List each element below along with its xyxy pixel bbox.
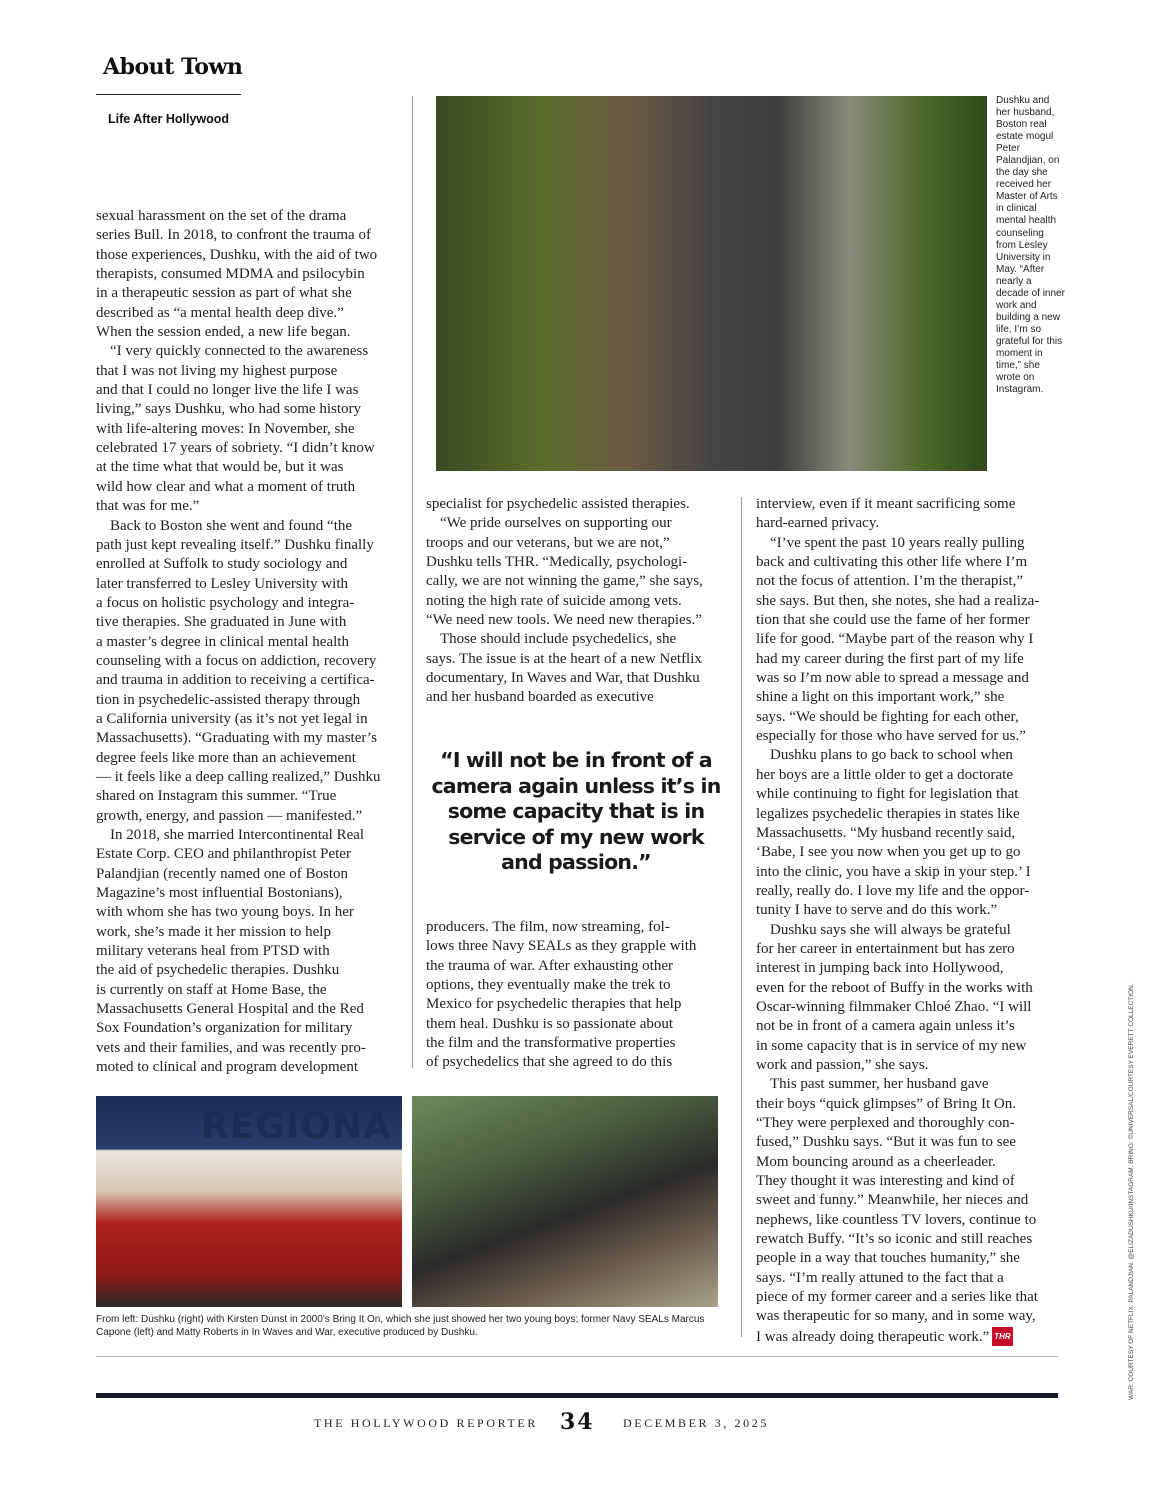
body-text-line: growth, energy, and passion — manifested.” — [96, 807, 363, 824]
body-text-line: Those should include psychedelics, she — [440, 631, 677, 648]
body-text-line: hard-earned privacy. — [756, 515, 880, 532]
body-text-line: I was already doing therapeutic work.” THR — [756, 1328, 1011, 1345]
body-text-line: even for the reboot of Buffy in the works with — [756, 979, 1033, 996]
body-text-line: Massachusetts General Hospital and the Red — [96, 1001, 364, 1018]
body-text-line: her boys are a little older to get a doctorate — [756, 766, 1013, 783]
body-text-line: people in a way that touches humanity,” she — [756, 1250, 1020, 1267]
body-text-line: interest in jumping back into Hollywood, — [756, 960, 1004, 977]
body-text-line: Palandjian (recently named one of Boston — [96, 865, 349, 882]
photo-in-waves-and-war — [412, 1096, 718, 1307]
column-rule — [412, 96, 413, 1068]
body-text-line: series Bull. In 2018, to confront the trauma of — [96, 227, 371, 244]
body-text-line: for her career in entertainment but has zero — [756, 940, 1015, 957]
body-text-line: that I was not living my highest purpose — [96, 362, 338, 379]
section-divider — [96, 94, 241, 95]
body-text-line: not the focus of attention. I’m the therapist,” — [756, 573, 1024, 590]
body-text-line: with whom she has two young boys. In her — [96, 904, 354, 921]
body-text-line: cally, we are not winning the game,” she says, — [426, 573, 703, 590]
body-text-line: nephews, like countless TV lovers, continue to — [756, 1211, 1037, 1228]
body-text-line: This past summer, her husband gave — [770, 1076, 989, 1093]
footer-date: DECEMBER 3, 2025 — [623, 1416, 769, 1430]
body-text-line: tion that she could use the fame of her former — [756, 612, 1030, 629]
body-text-line: “They were perplexed and thoroughly con- — [756, 1115, 1015, 1131]
footer-bar — [96, 1393, 1058, 1398]
body-text-line: sweet and funny.” Meanwhile, her nieces and — [756, 1192, 1029, 1209]
body-text-line: the trauma of war. After exhausting other — [426, 957, 674, 974]
body-text-line: had my career during the first part of my life — [756, 650, 1024, 667]
body-text-line: living,” says Dushku, who had some history — [96, 401, 361, 418]
body-text-line: troops and our veterans, but we are not,” — [426, 534, 670, 551]
body-text-line: “We pride ourselves on supporting our — [440, 515, 672, 532]
article-column-2-top — [426, 495, 731, 708]
body-text-line: Estate Corp. CEO and philanthropist Peter — [96, 846, 351, 863]
body-text-line: that was for me.” — [96, 498, 200, 515]
body-text-line: later transferred to Lesley University with — [96, 575, 348, 592]
body-text-line: Mexico for psychedelic therapies that help — [426, 996, 682, 1013]
body-text-line: into the clinic, you have a skip in your step.’ I — [756, 863, 1031, 880]
body-text-line: them heal. Dushku is so passionate about — [426, 1015, 674, 1032]
body-text-line: therapists, consumed MDMA and psilocybin — [96, 266, 365, 283]
body-text-line: lows three Navy SEALs as they grapple with — [426, 938, 697, 955]
body-text-line: really, really do. I love my life and the oppor- — [756, 882, 1030, 899]
article-kicker: Life After Hollywood — [108, 112, 230, 126]
body-text-line: vets and their families, and was recently pro- — [96, 1039, 366, 1056]
body-text-line: ‘Babe, I see you now when you get up to go — [756, 844, 1021, 861]
divider — [96, 1356, 1058, 1357]
body-text-line: a master’s degree in clinical mental health — [96, 633, 349, 650]
body-text-line: the film and the transformative properties — [426, 1035, 676, 1052]
article-column-2-bottom — [426, 918, 731, 1073]
section-title: About Town — [103, 54, 243, 80]
body-text-line: was therapeutic for so many, and in some way, — [756, 1308, 1036, 1325]
body-text-line: and that I could no longer live the life I was — [96, 382, 359, 399]
body-text-line: producers. The film, now streaming, fol- — [426, 919, 670, 935]
main-photo-caption: Dushku and her husband, Boston real estate mogul Peter Palandjian, on the day she received her Master of Arts in clinical mental health counseling from Lesley University in May. “After nearly a decade of inner work and building a new life, I’m so grateful for this moment in time,” she wrote on Instagram. — [996, 95, 1065, 396]
body-text-line: options, they eventually make the trek to — [426, 977, 671, 994]
body-text-line: is currently on staff at Home Base, the — [96, 981, 327, 998]
body-text-line: rewatch Buffy. “It’s so iconic and still reaches — [756, 1231, 1033, 1248]
body-text-line: sexual harassment on the set of the drama — [96, 208, 347, 224]
body-text-line: work, she’s made it her mission to help — [96, 923, 331, 940]
body-text-line: in a therapeutic session as part of what she — [96, 285, 352, 302]
body-text-line: Massachusetts). “Graduating with my master’s — [96, 730, 377, 747]
body-text-line: and trauma in addition to receiving a certifica- — [96, 672, 375, 689]
body-text-line: When the session ended, a new life began. — [96, 324, 351, 341]
body-text-line: while continuing to fight for legislation that — [756, 786, 1019, 803]
body-text-line: Dushku tells THR. “Medically, psychologi- — [426, 554, 688, 571]
body-text-line: fused,” Dushku says. “But it was fun to see — [756, 1134, 1016, 1151]
body-text-line: Oscar-winning filmmaker Chloé Zhao. “I will — [756, 998, 1032, 1015]
photo-credit: WAR: COURTESY OF NETFLIX. PALANDJIAN: @ELIZADUSHKU/INSTAGRAM. BRING: ©UNIVERSAL/COURTESY EVERETT COLLECTION. — [1128, 983, 1135, 1400]
body-text-line: “We need new tools. We need new therapies.” — [426, 612, 702, 629]
body-text-line: says. “I’m really attuned to the fact that a — [756, 1269, 1004, 1286]
body-text-line: says. “We should be fighting for each other, — [756, 708, 1019, 725]
body-text-line: Back to Boston she went and found “the — [110, 517, 353, 534]
body-text-line: Magazine’s most influential Bostonians), — [96, 885, 343, 902]
body-text-line: was so I’m now able to spread a message and — [756, 670, 1029, 687]
body-text-line: path just kept revealing itself.” Dushku finally — [96, 536, 374, 553]
body-text-line: piece of my former career and a series like that — [756, 1289, 1038, 1306]
body-text-line: “I very quickly connected to the awareness — [110, 343, 369, 360]
body-text-line: says. The issue is at the heart of a new Netflix — [426, 650, 702, 667]
body-text-line: legalizes psychedelic therapies in states like — [756, 805, 1020, 822]
body-text-line: wild how clear and what a moment of truth — [96, 478, 356, 495]
body-text-line: especially for those who have served for us.” — [756, 728, 1026, 745]
body-text-line: a focus on holistic psychology and integra- — [96, 594, 355, 611]
body-text-line: moted to clinical and program development — [96, 1059, 359, 1076]
body-text-line: back and cultivating this other life where I’m — [756, 554, 1028, 571]
body-text-line: tunity I have to serve and do this work.” — [756, 902, 998, 919]
body-text-line: Dushku plans to go back to school when — [770, 747, 1013, 764]
body-text-line: enrolled at Suffolk to study sociology and — [96, 556, 348, 573]
article-column-1 — [96, 207, 396, 1077]
body-text-line: in some capacity that is in service of my new — [756, 1037, 1027, 1054]
column-rule — [741, 497, 742, 1337]
page-number: 34 — [560, 1409, 595, 1435]
body-text-line: their boys “quick glimpses” of Bring It On. — [756, 1095, 1016, 1112]
body-text-line: and her husband boarded as executive — [426, 689, 654, 706]
pull-quote: “I will not be in front of a camera again unless it’s in some capacity that is in service of my new work and passion.” — [431, 748, 721, 874]
footer-publication: THE HOLLYWOOD REPORTER — [314, 1416, 538, 1430]
body-text-line: documentary, In Waves and War, that Dushku — [426, 670, 700, 687]
body-text-line: with life-altering moves: In November, she — [96, 420, 355, 437]
body-text-line: tive therapies. She graduated in June with — [96, 614, 347, 631]
body-text-line: of psychedelics that she agreed to do this — [426, 1054, 673, 1071]
main-photo-dushku-palandjian — [436, 96, 987, 471]
body-text-line: not be in front of a camera again unless it’s — [756, 1018, 1015, 1035]
body-text-line: the aid of psychedelic therapies. Dushku — [96, 962, 340, 979]
bottom-photos-caption: From left: Dushku (right) with Kirsten Dunst in 2000’s Bring It On, which she just showed her two young boys; former Navy SEALs Marcus Capone (left) and Matty Roberts in In Waves and War, executive produced by Dushku. — [96, 1314, 705, 1338]
photo-sign-text: REGIONA — [201, 1106, 392, 1147]
body-text-line: work and passion,” she says. — [756, 1056, 929, 1073]
body-text-line: shine a light on this important work,” she — [756, 689, 1005, 706]
body-text-line: tion in psychedelic-assisted therapy through — [96, 691, 361, 708]
body-text-line: a California university (as it’s not yet legal in — [96, 710, 368, 727]
body-text-line: degree feels like more than an achievement — [96, 749, 356, 766]
body-text-line: In 2018, she married Intercontinental Real — [110, 827, 365, 843]
body-text-line: described as “a mental health deep dive.” — [96, 304, 344, 321]
photo-bring-it-on — [96, 1096, 402, 1307]
body-text-line: — it feels like a deep calling realized,” Dushku — [96, 768, 381, 785]
body-text-line: interview, even if it meant sacrificing some — [756, 496, 1016, 512]
body-text-line: noting the high rate of suicide among vets. — [426, 592, 682, 609]
body-text-line: Sox Foundation’s organization for military — [96, 1020, 353, 1037]
body-text-line: those experiences, Dushku, with the aid of two — [96, 246, 378, 263]
body-text-line: shared on Instagram this summer. “True — [96, 788, 337, 805]
body-text-line: life for good. “Maybe part of the reason why I — [756, 631, 1034, 648]
body-text-line: at the time what that would be, but it was — [96, 459, 344, 476]
body-text-line: They thought it was interesting and kind of — [756, 1173, 1015, 1190]
thr-end-mark-icon: THR — [992, 1327, 1012, 1346]
body-text-line: military veterans heal from PTSD with — [96, 943, 330, 960]
body-text-line: specialist for psychedelic assisted therapies. — [426, 496, 690, 512]
body-text-line: she says. But then, she notes, she had a realiza- — [756, 592, 1040, 609]
body-text-line: celebrated 17 years of sobriety. “I didn’t know — [96, 440, 375, 457]
article-column-3 — [756, 495, 1061, 1346]
body-text-line: counseling with a focus on addiction, recovery — [96, 652, 377, 669]
body-text-line: Dushku says she will always be grateful — [770, 921, 1011, 938]
body-text-line: “I’ve spent the past 10 years really pulling — [770, 534, 1025, 551]
body-text-line: Massachusetts. “My husband recently said, — [756, 824, 1016, 841]
body-text-line: Mom bouncing around as a cheerleader. — [756, 1153, 996, 1170]
